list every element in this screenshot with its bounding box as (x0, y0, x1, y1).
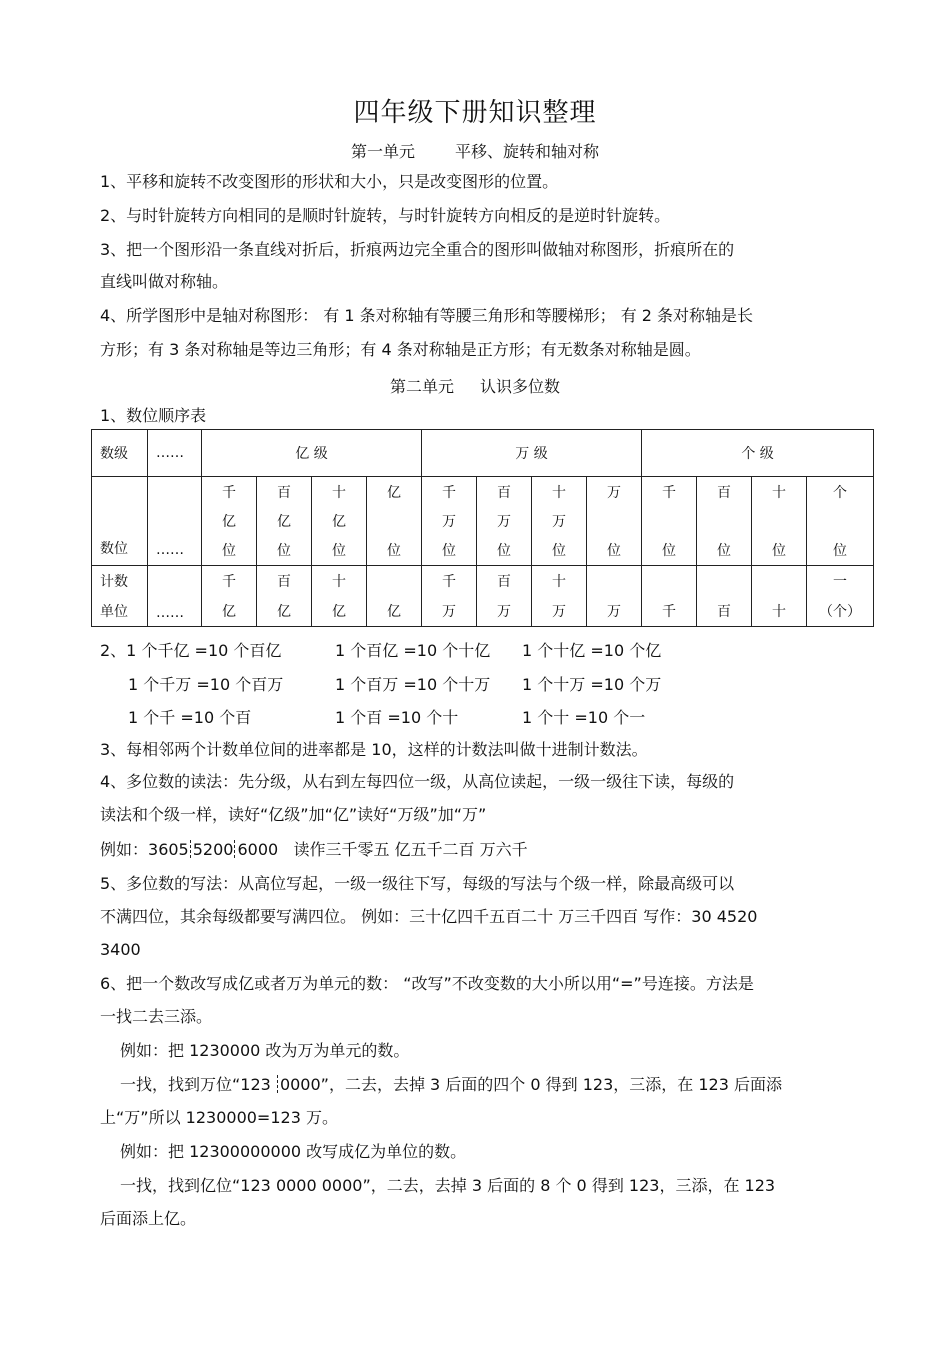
unit-cell: 十 亿 (312, 566, 367, 627)
position-cell: 十 位 (752, 477, 807, 566)
unit1-point3a: 3、把一个图形沿一条直线对折后，折痕两边完全重合的图形叫做轴对称图形，折痕所在的 (100, 240, 735, 259)
position-cell: 个 位 (807, 477, 874, 566)
position-cell: 百 亿 位 (257, 477, 312, 566)
level-separator (190, 840, 192, 858)
unit-eq-1c: 1 个十亿 =10 个亿 (522, 641, 662, 660)
unit-eq-1a: 2、1 个千亿 =10 个百亿 (100, 641, 282, 660)
unit1-point2: 2、与时针旋转方向相同的是顺时针旋转，与时针旋转方向相反的是逆时针旋转。 (100, 206, 671, 225)
position-cell: 千 万 位 (422, 477, 477, 566)
unit1-point1: 1、平移和旋转不改变图形的形状和大小，只是改变图形的位置。 (100, 172, 559, 191)
unit-eq-3a: 1 个千 =10 个百 (128, 708, 252, 727)
unit-eq-3c: 1 个十 =10 个一 (522, 708, 646, 727)
level-ge: 个 级 (642, 430, 874, 477)
unit2-example6-4: 例如：把 12300000000 改写成亿为单位的数。 (120, 1142, 467, 1161)
unit-cell: 千 (642, 566, 697, 627)
unit-cell: 万 (587, 566, 642, 627)
unit-dots: …… (156, 605, 184, 621)
unit2-example6-1: 例如：把 1230000 改为万为单元的数。 (120, 1041, 410, 1060)
unit2-example6-5: 一找，找到亿位“123 0000 0000”，二去，去掉 3 后面的 8 个 0 得到 123，三添，在 123 (120, 1176, 776, 1195)
unit-cell: 千 亿 (202, 566, 257, 627)
position-cell: 百 位 (697, 477, 752, 566)
unit2-number: 第二单元 (389, 377, 454, 396)
unit2-example6-2: 一找，找到万位“123 0000”，二去，去掉 3 后面的四个 0 得到 123，三添，在 123 后面添 (120, 1075, 782, 1094)
unit1-point4a: 4、所学图形中是轴对称图形： 有 1 条对称轴有等腰三角形和等腰梯形； 有 2 条对称轴是长 (100, 306, 754, 325)
table-row-positions (92, 477, 874, 566)
unit2-point6b: 一找二去三添。 (100, 1007, 213, 1026)
unit-cell: 十 (752, 566, 807, 627)
unit-eq-2c: 1 个十万 =10 个万 (522, 675, 662, 694)
unit-cell: 百 亿 (257, 566, 312, 627)
unit2-point5a: 5、多位数的写法：从高位写起，一级一级往下写，每级的写法与个级一样，除最高级可以 (100, 874, 735, 893)
unit1-point4b: 方形；有 3 条对称轴是等边三角形；有 4 条对称轴是正方形；有无数条对称轴是圆。 (100, 340, 701, 359)
unit2-example4 (100, 840, 528, 860)
position-cell: 十 万 位 (532, 477, 587, 566)
unit-cell: 一 （个） (807, 566, 874, 627)
position-cell: 十 亿 位 (312, 477, 367, 566)
unit2-point5b: 不满四位，其余每级都要写满四位。 例如：三十亿四千五百二十 万三千四百 写作：30 4520 (100, 907, 758, 926)
position-cell: 百 万 位 (477, 477, 532, 566)
level-separator (277, 1075, 279, 1093)
table-row-levels (92, 430, 874, 477)
label-level: 数级 (92, 430, 148, 477)
position-cell: 千 亿 位 (202, 477, 257, 566)
level-yi: 亿 级 (202, 430, 422, 477)
position-cell: 千 位 (642, 477, 697, 566)
label-unit-bottom: 单位 (100, 604, 128, 620)
number-part: 5200 (192, 840, 234, 859)
position-cell: 万 位 (587, 477, 642, 566)
number-part: 6000 (237, 840, 279, 859)
unit-eq-1b: 1 个百亿 =10 个十亿 (335, 641, 491, 660)
unit-cell: 百 万 (477, 566, 532, 627)
unit-eq-2b: 1 个百万 =10 个十万 (335, 675, 491, 694)
unit1-name: 平移、旋转和轴对称 (455, 142, 600, 161)
unit2-heading (0, 374, 950, 397)
place-value-table (91, 429, 874, 627)
unit2-point3: 3、每相邻两个计数单位间的进率都是 10，这样的计数法叫做十进制计数法。 (100, 740, 648, 759)
level-wan: 万 级 (422, 430, 642, 477)
table-title: 1、数位顺序表 (100, 406, 207, 425)
position-cell: 亿 位 (367, 477, 422, 566)
position-dots: …… (156, 542, 184, 558)
page-title: 四年级下册知识整理 (353, 98, 597, 128)
example-label: 例如： (100, 840, 149, 859)
example-reading: 读作三千零五 亿五千二百 万六千 (293, 840, 528, 859)
unit-cell: 十 万 (532, 566, 587, 627)
unit-cell: 百 (697, 566, 752, 627)
unit2-example6-6: 后面添上亿。 (100, 1209, 197, 1228)
unit1-heading (0, 139, 950, 162)
unit2-name: 认识多位数 (480, 377, 561, 396)
unit2-example6-3: 上“万”所以 1230000=123 万。 (100, 1108, 338, 1127)
unit-eq-3b: 1 个百 =10 个十 (335, 708, 459, 727)
unit2-point4b: 读法和个级一样，读好“亿级”加“亿”读好“万级”加“万” (100, 805, 487, 824)
unit1-point3b: 直线叫做对称轴。 (100, 272, 229, 291)
unit-cell: 千 万 (422, 566, 477, 627)
unit-cell: 亿 (367, 566, 422, 627)
unit2-point5c: 3400 (100, 940, 141, 959)
unit-eq-2a: 1 个千万 =10 个百万 (128, 675, 284, 694)
unit1-number: 第一单元 (350, 142, 415, 161)
table-row-units (92, 566, 874, 627)
number-part: 3605 (148, 840, 189, 859)
unit2-point6a: 6、把一个数改写成亿或者万为单元的数： “改写”不改变数的大小所以用“=”号连接。方法是 (100, 974, 754, 993)
label-position: 数位 (100, 541, 128, 557)
unit2-point4a: 4、多位数的读法：先分级，从右到左每四位一级，从高位读起，一级一级往下读，每级的 (100, 772, 735, 791)
level-dots: …… (148, 430, 202, 477)
label-unit-top: 计数 (100, 574, 128, 590)
